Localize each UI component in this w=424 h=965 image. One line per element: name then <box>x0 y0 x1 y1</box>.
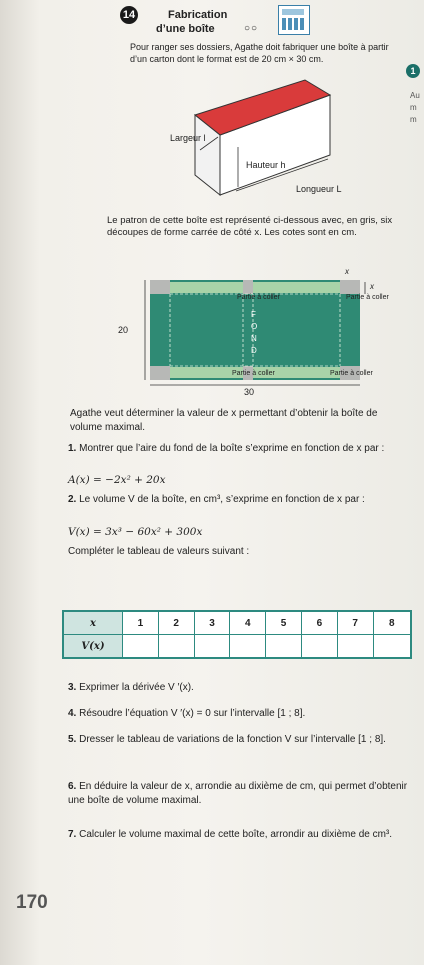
table-cell-v-7[interactable] <box>337 635 373 659</box>
question-6 <box>68 780 413 808</box>
calculator-screen <box>282 9 304 15</box>
formula-area: A(x) = −2x² + 20x <box>68 474 166 486</box>
question-1 <box>68 442 413 456</box>
question-5 <box>68 733 413 747</box>
intro-paragraph: Pour ranger ses dossiers, Agathe doit fabriquer une boîte à partir d’un carton dont le format est de 20 cm × 30 cm. <box>130 42 389 64</box>
table-cell-v-2[interactable] <box>158 635 194 659</box>
dim-x-side: x <box>370 282 374 291</box>
q3-text: Exprimer la dérivée V ′(x). <box>79 682 194 693</box>
question-3 <box>68 681 413 695</box>
table-cell-x-4: 4 <box>230 611 266 635</box>
net-label-top-left: Partie à coller <box>237 294 280 301</box>
table-cell-x-6: 6 <box>301 611 337 635</box>
table-header-v: V(x) <box>63 635 123 659</box>
label-largeur: Largeur l <box>170 133 206 143</box>
table-cell-v-5[interactable] <box>266 635 302 659</box>
table-cell-v-4[interactable] <box>230 635 266 659</box>
q1-number: 1. <box>68 443 77 454</box>
table-cell-v-6[interactable] <box>301 635 337 659</box>
table-cell-x-7: 7 <box>337 611 373 635</box>
fond-letter-o: O <box>251 322 258 331</box>
table-row-x <box>63 611 411 635</box>
dim-x-top: x <box>345 267 349 276</box>
q2-text: Le volume V de la boîte, en cm³, s’exprime en fonction de x par : <box>79 494 365 505</box>
q3-number: 3. <box>68 682 77 693</box>
q5-text: Dresser le tableau de variations de la fonction V sur l’intervalle [1 ; 8]. <box>79 734 386 745</box>
q6-number: 6. <box>68 781 77 792</box>
fond-letter-n: N <box>251 334 257 343</box>
exercise-number-badge: 14 <box>120 6 138 24</box>
problem-statement: Agathe veut déterminer la valeur de x permettant d’obtenir la boîte de volume maximal. <box>70 408 378 433</box>
table-cell-v-1[interactable] <box>123 635 159 659</box>
table-cell-x-3: 3 <box>194 611 230 635</box>
q2-number: 2. <box>68 494 77 505</box>
table-cell-v-8[interactable] <box>373 635 411 659</box>
values-table <box>62 610 412 659</box>
formula-volume: V(x) = 3x³ − 60x² + 300x <box>68 526 203 538</box>
q7-text: Calculer le volume maximal de cette boîte, arrondir au dixième de cm³. <box>79 829 393 840</box>
net-label-bottom-left: Partie à coller <box>232 370 275 377</box>
net-label-bottom-right: Partie à coller <box>330 370 373 377</box>
table-cell-v-3[interactable] <box>194 635 230 659</box>
patron-description: Le patron de cette boîte est représenté ci-dessous avec, en gris, six découpes de forme carrée de côté x. Les cotes sont en cm. <box>107 215 393 238</box>
calculator-keys <box>282 18 304 30</box>
difficulty-indicator: ○○ <box>244 23 259 34</box>
table-cell-x-5: 5 <box>266 611 302 635</box>
page-number: 170 <box>16 892 48 913</box>
side-cut-text: Au m m <box>410 91 420 124</box>
question-2 <box>68 493 413 507</box>
q7-number: 7. <box>68 829 77 840</box>
calculator-icon <box>278 5 310 35</box>
side-exercise-badge: 1 <box>406 64 420 78</box>
table-cell-x-8: 8 <box>373 611 411 635</box>
net-label-top-right: Partie à coller <box>346 294 389 301</box>
label-hauteur: Hauteur h <box>246 160 286 170</box>
q5-number: 5. <box>68 734 77 745</box>
table-row-v <box>63 635 411 659</box>
q1-text: Montrer que l’aire du fond de la boîte s’exprime en fonction de x par : <box>79 443 385 454</box>
dim-20: 20 <box>118 325 129 335</box>
dim-30: 30 <box>244 387 255 397</box>
question-4 <box>68 707 413 721</box>
exercise-title-line2: d’une boîte <box>156 23 215 35</box>
table-cell-x-2: 2 <box>158 611 194 635</box>
fond-letter-f: F <box>251 310 256 319</box>
fond-letter-d: D <box>251 346 257 355</box>
q4-text: Résoudre l’équation V ′(x) = 0 sur l’intervalle [1 ; 8]. <box>79 708 306 719</box>
q6-text: En déduire la valeur de x, arrondie au dixième de cm, qui permet d’obtenir une boîte de volume maximal. <box>68 781 408 806</box>
q4-number: 4. <box>68 708 77 719</box>
label-longueur: Longueur L <box>296 184 342 194</box>
question-7 <box>68 828 413 842</box>
table-cell-x-1: 1 <box>123 611 159 635</box>
table-instruction: Compléter le tableau de valeurs suivant : <box>68 546 250 557</box>
table-header-x: x <box>63 611 123 635</box>
exercise-title-line1: Fabrication <box>168 9 228 21</box>
